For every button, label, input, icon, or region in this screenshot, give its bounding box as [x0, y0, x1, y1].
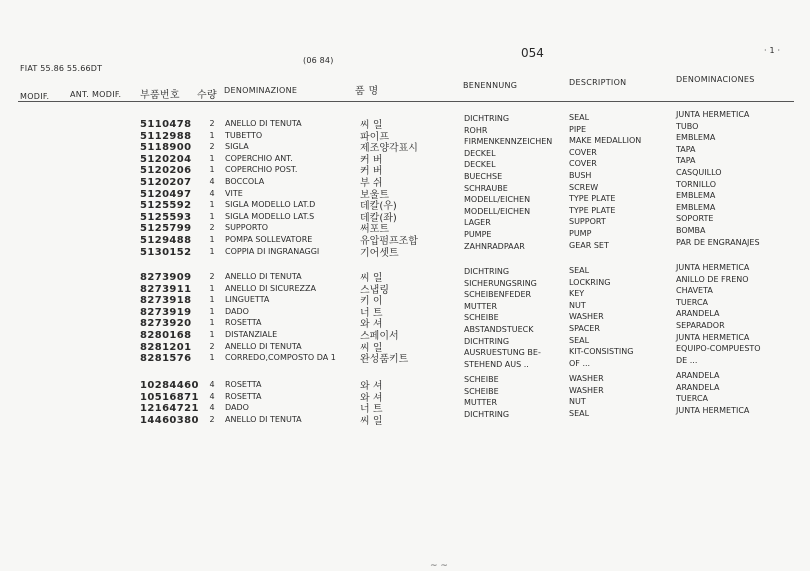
- cell-pn: 5125592: [140, 200, 192, 212]
- footer-mark: ~ ~: [430, 561, 448, 571]
- cell-de: FIRMENKENNZEICHEN: [464, 137, 553, 147]
- cell-pn: 14460380: [140, 414, 199, 426]
- cell-it: ROSETTA: [225, 391, 262, 401]
- cell-it: VITE: [225, 188, 243, 198]
- col-english: DESCRIPTION: [569, 78, 627, 87]
- cell-es: TAPA: [676, 156, 696, 166]
- col-part-number: 부품번호: [140, 90, 180, 101]
- cell-pn: 5125799: [140, 223, 192, 235]
- cell-it: COPERCHIO ANT.: [225, 153, 293, 163]
- cell-ko: 와 셔: [360, 392, 383, 404]
- cell-en: SEAL: [569, 266, 590, 275]
- cell-en: SCREW: [569, 182, 599, 192]
- cell-en: PUMP: [569, 229, 592, 238]
- cell-de: ROHR: [464, 125, 488, 135]
- cell-ko: 너 트: [360, 307, 383, 319]
- cell-pn: 5120204: [140, 153, 192, 165]
- cell-ko: 부 쉬: [360, 178, 383, 189]
- cell-en: COVER: [569, 147, 597, 157]
- cell-ko: 데칼(우): [360, 201, 397, 213]
- cell-en: BUSH: [569, 171, 592, 180]
- col-ant-modif: ANT. MODIF.: [70, 90, 122, 99]
- cell-ko: 파이프: [360, 131, 389, 143]
- cell-ko: 와 셔: [360, 381, 383, 392]
- cell-q: 1: [209, 246, 215, 256]
- cell-en: SEAL: [569, 335, 590, 345]
- cell-de: DICHTRING: [464, 336, 510, 346]
- cell-en-cont: OF ...: [569, 358, 591, 368]
- cell-es: PAR DE ENGRANAJES: [676, 237, 760, 247]
- cell-it: COPPIA DI INGRANAGGI: [225, 246, 320, 256]
- cell-pn: 5110478: [140, 119, 192, 130]
- cell-de: ZAHNRADPAAR: [464, 241, 525, 251]
- cell-q: 2: [209, 223, 215, 233]
- cell-es: SOPORTE: [676, 214, 714, 224]
- cell-de: SCHRAUBE: [464, 183, 508, 193]
- cell-it: ROSETTA: [225, 380, 262, 389]
- cell-de: ABSTANDSTUECK: [464, 325, 534, 334]
- col-spanish: DENOMINACIONES: [676, 75, 755, 84]
- cell-it: ROSETTA: [225, 318, 262, 328]
- cell-de: DECKEL: [464, 148, 496, 158]
- cell-pn: 8280168: [140, 330, 192, 341]
- cell-it: DADO: [225, 403, 249, 413]
- cell-pn: 10284460: [140, 380, 199, 391]
- cell-pn: 8273920: [140, 318, 192, 330]
- cell-en: NUT: [569, 300, 586, 310]
- cell-q: 1: [209, 295, 215, 305]
- cell-it: SIGLA MODELLO LAT.S: [225, 211, 315, 221]
- cell-es: BOMBA: [676, 226, 706, 235]
- cell-en: SUPPORT: [569, 217, 606, 227]
- cell-de: MODELL/EICHEN: [464, 206, 531, 216]
- cell-it: ANELLO DI SICUREZZA: [225, 283, 316, 293]
- cell-en: TYPE PLATE: [569, 205, 616, 215]
- cell-ko: 씨 일: [360, 120, 383, 131]
- cell-es: TAPA: [676, 144, 696, 154]
- cell-es: SEPARADOR: [676, 321, 725, 330]
- cell-en: SEAL: [569, 113, 590, 122]
- cell-q: 4: [209, 391, 215, 401]
- cell-es: TUERCA: [676, 297, 709, 307]
- cell-es: JUNTA HERMETICA: [676, 332, 750, 342]
- col-italian: DENOMINAZIONE: [224, 86, 298, 95]
- cell-en: NUT: [569, 397, 586, 407]
- cell-q: 1: [209, 165, 215, 175]
- cell-en: KIT-CONSISTING: [569, 347, 634, 357]
- cell-es: TORNILLO: [676, 179, 717, 189]
- cell-en: KEY: [569, 289, 585, 299]
- cell-de: DICHTRING: [464, 409, 510, 419]
- cell-de: SCHEIBE: [464, 386, 499, 396]
- cell-pn: 8273911: [140, 283, 192, 295]
- cell-en: WASHER: [569, 374, 604, 383]
- cell-es: EMBLEMA: [676, 191, 716, 201]
- col-german: BENENNUNG: [463, 81, 518, 90]
- cell-ko: 유압펌프조합: [360, 236, 418, 247]
- cell-it: ANELLO DI TENUTA: [225, 119, 302, 128]
- cell-ko: 씨 일: [360, 415, 383, 427]
- cell-it: ANELLO DI TENUTA: [225, 341, 302, 351]
- cell-es: EQUIPO-COMPUESTO: [676, 344, 761, 354]
- model-label: FIAT 55.86 55.66DT: [20, 64, 103, 73]
- cell-q: 4: [209, 177, 215, 186]
- cell-ko: 기어셋트: [360, 247, 399, 259]
- cell-ko: 스페이서: [360, 331, 399, 342]
- cell-ko: 써포트: [360, 224, 389, 236]
- cell-en: TYPE PLATE: [569, 194, 616, 204]
- cell-de: SICHERUNGSRING: [464, 278, 537, 288]
- cell-it: SIGLA: [225, 142, 249, 152]
- cell-ko: 커 버: [360, 166, 383, 178]
- cell-en: SEAL: [569, 408, 590, 418]
- cell-pn: 8281201: [140, 341, 192, 353]
- cell-it: ANELLO DI TENUTA: [225, 414, 302, 424]
- cell-ko: 제조양각표시: [360, 143, 418, 155]
- cell-ko: 완성품키트: [360, 354, 409, 366]
- cell-en: GEAR SET: [569, 240, 609, 250]
- cell-q: 4: [209, 188, 215, 198]
- cell-pn: 5118900: [140, 142, 192, 154]
- cell-de: DICHTRING: [464, 114, 510, 123]
- cell-es: ANILLO DE FRENO: [676, 274, 749, 284]
- cell-de: MODELL/EICHEN: [464, 195, 531, 205]
- cell-es: JUNTA HERMETICA: [676, 263, 750, 272]
- cell-pn: 12164721: [140, 403, 199, 415]
- cell-it: SUPPORTO: [225, 223, 269, 233]
- cell-es: JUNTA HERMETICA: [676, 110, 750, 119]
- cell-pn: 8273919: [140, 306, 192, 318]
- date-code: (06 84): [303, 56, 334, 65]
- cell-q: 2: [209, 272, 215, 281]
- cell-ko: 보울트: [360, 189, 389, 201]
- cell-de: SCHEIBENFEDER: [464, 290, 532, 300]
- cell-it: TUBETTO: [225, 130, 263, 140]
- cell-en: LOCKRING: [569, 277, 611, 287]
- cell-q: 1: [209, 330, 215, 339]
- cell-de: AUSRUESTUNG BE-: [464, 348, 541, 358]
- cell-en: COVER: [569, 159, 597, 169]
- cell-en: WASHER: [569, 312, 604, 322]
- cell-ko: 너 트: [360, 404, 383, 416]
- cell-it: SIGLA MODELLO LAT.D: [225, 200, 316, 210]
- cell-ko: 커 버: [360, 154, 383, 166]
- cell-de: DECKEL: [464, 160, 496, 170]
- cell-q: 1: [209, 306, 215, 316]
- cell-q: 1: [209, 130, 215, 140]
- cell-pn: 5120206: [140, 165, 192, 177]
- cell-en: WASHER: [569, 385, 604, 395]
- cell-q: 2: [209, 341, 215, 351]
- cell-q: 1: [209, 200, 215, 210]
- cell-de: SCHEIBE: [464, 313, 499, 323]
- cell-pn: 5120207: [140, 177, 192, 188]
- cell-q: 1: [209, 211, 215, 221]
- cell-es: ARANDELA: [676, 382, 720, 392]
- cell-it: COPERCHIO POST.: [225, 165, 298, 175]
- cell-pn: 8273909: [140, 272, 192, 283]
- cell-q: 1: [209, 235, 215, 244]
- cell-de: LAGER: [464, 218, 491, 228]
- cell-q: 1: [209, 153, 215, 163]
- cell-de: MUTTER: [464, 301, 498, 311]
- cell-it: POMPA SOLLEVATORE: [225, 235, 313, 244]
- cell-pn: 5120497: [140, 188, 192, 200]
- cell-it: DADO: [225, 306, 249, 316]
- col-modif: MODIF.: [20, 92, 50, 101]
- cell-es: ARANDELA: [676, 371, 720, 380]
- cell-es: EMBLEMA: [676, 133, 716, 143]
- cell-ko: 와 셔: [360, 319, 383, 331]
- cell-it: DISTANZIALE: [225, 330, 278, 339]
- cell-it: ANELLO DI TENUTA: [225, 272, 302, 281]
- header-rule: [18, 101, 794, 102]
- cell-es-cont: DE ...: [676, 355, 698, 365]
- cell-q: 1: [209, 353, 215, 363]
- cell-es: JUNTA HERMETICA: [676, 405, 750, 415]
- cell-en: SPACER: [569, 324, 600, 333]
- cell-pn: 10516871: [140, 391, 199, 403]
- cell-pn: 5130152: [140, 246, 192, 258]
- cell-q: 1: [209, 283, 215, 293]
- cell-q: 2: [209, 414, 215, 424]
- cell-ko: 씨 일: [360, 273, 383, 284]
- col-qty: 수량: [197, 90, 217, 101]
- cell-es: ARANDELA: [676, 309, 720, 319]
- cell-q: 2: [209, 119, 215, 128]
- cell-ko: 스냅링: [360, 284, 389, 296]
- page-mark: · 1 ·: [764, 46, 781, 55]
- cell-de: SCHEIBE: [464, 375, 499, 384]
- cell-pn: 8273918: [140, 295, 192, 307]
- cell-q: 4: [209, 380, 215, 389]
- cell-pn: 5129488: [140, 235, 192, 246]
- cell-pn: 5125593: [140, 211, 192, 223]
- cell-q: 2: [209, 142, 215, 152]
- cell-en: MAKE MEDALLION: [569, 136, 642, 146]
- cell-en: PIPE: [569, 124, 587, 134]
- cell-it: BOCCOLA: [225, 177, 265, 186]
- cell-de: MUTTER: [464, 398, 498, 408]
- cell-pn: 8281576: [140, 353, 192, 365]
- cell-de-cont: STEHEND AUS ..: [464, 359, 529, 369]
- cell-es: CHAVETA: [676, 286, 713, 296]
- cell-de: PUMPE: [464, 230, 492, 239]
- cell-ko: 키 이: [360, 296, 383, 308]
- cell-de: DICHTRING: [464, 267, 510, 276]
- cell-ko: 씨 일: [360, 342, 383, 354]
- table-number: 054: [521, 46, 544, 60]
- cell-it: CORREDO,COMPOSTO DA 1: [225, 353, 336, 363]
- cell-pn: 5112988: [140, 130, 192, 142]
- cell-es: CASQUILLO: [676, 168, 722, 177]
- col-korean: 품 명: [355, 86, 379, 97]
- cell-q: 4: [209, 403, 215, 413]
- cell-q: 1: [209, 318, 215, 328]
- cell-es: EMBLEMA: [676, 202, 716, 212]
- cell-es: TUERCA: [676, 394, 709, 404]
- cell-ko: 데칼(좌): [360, 212, 397, 224]
- cell-es: TUBO: [676, 121, 699, 131]
- cell-it: LINGUETTA: [225, 295, 270, 305]
- cell-de: BUECHSE: [464, 172, 503, 181]
